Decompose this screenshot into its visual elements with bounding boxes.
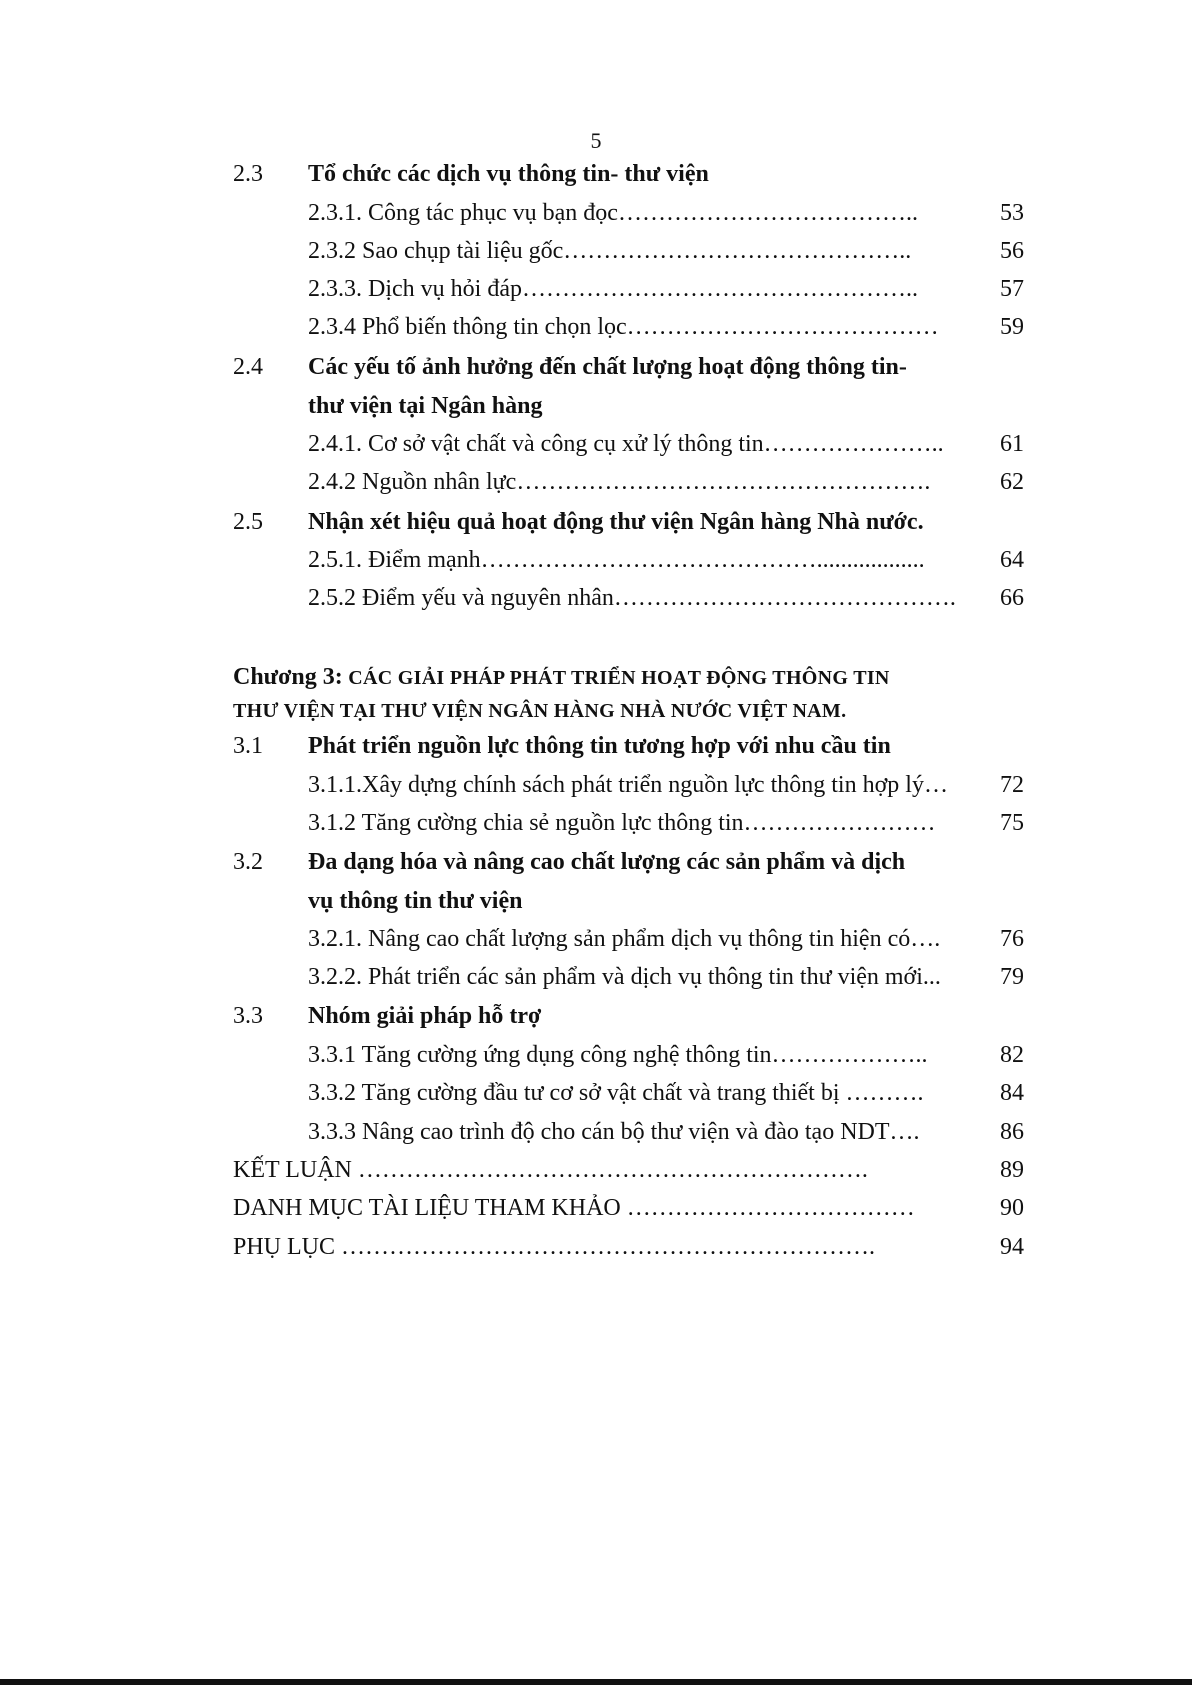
entry-page: 86 [1000, 1119, 1024, 1145]
page-bottom-border [0, 1679, 1192, 1685]
section-title: Nhóm giải pháp hỗ trợ [308, 1003, 542, 1029]
toc-section-continuation [0, 393, 1192, 431]
section-title: Tổ chức các dịch vụ thông tin- thư viện [308, 161, 709, 187]
toc-entry-row [0, 1042, 1192, 1080]
entry-text: 3.1.2 Tăng cường chia sẻ nguồn lực thông tin…………………… [308, 810, 936, 836]
entry-page: 61 [1000, 431, 1024, 457]
toc-entry-row [0, 200, 1192, 238]
toc-section-row [0, 733, 1192, 771]
entry-page: 57 [1000, 276, 1024, 302]
section-title: Phát triển nguồn lực thông tin tương hợp với nhu cầu tin [308, 733, 891, 759]
entry-page: 90 [1000, 1195, 1024, 1221]
entry-page: 84 [1000, 1080, 1024, 1106]
section-number: 3.1 [233, 733, 263, 759]
toc-section-row [0, 509, 1192, 547]
toc-entry-row [0, 1080, 1192, 1118]
toc-section-row [0, 161, 1192, 199]
entry-text: DANH MỤC TÀI LIỆU THAM KHẢO ……………………………… [233, 1195, 915, 1221]
toc-entry-row [0, 238, 1192, 276]
entry-page: 82 [1000, 1042, 1024, 1068]
section-number: 3.2 [233, 849, 263, 875]
toc-entry-row [0, 964, 1192, 1002]
entry-text: 3.2.2. Phát triển các sản phẩm và dịch vụ thông tin thư viện mới... [308, 964, 941, 990]
chapter-heading [233, 664, 890, 691]
chapter-heading [233, 697, 846, 723]
toc-section-row [0, 1003, 1192, 1041]
section-number: 2.4 [233, 354, 263, 380]
toc-entry-row [0, 772, 1192, 810]
toc-toplevel-row [0, 1195, 1192, 1233]
toc-section-row [0, 849, 1192, 887]
toc-entry-row [0, 810, 1192, 848]
entry-text: 3.3.2 Tăng cường đầu tư cơ sở vật chất và trang thiết bị ………. [308, 1080, 924, 1106]
entry-text: 2.5.2 Điểm yếu và nguyên nhân……………………………………. [308, 585, 956, 611]
section-number: 2.5 [233, 509, 263, 535]
toc-entry-row [0, 314, 1192, 352]
entry-text: KẾT LUẬN ………………………………………………………. [233, 1157, 868, 1183]
entry-text: 2.3.2 Sao chụp tài liệu gốc…………………………………….. [308, 238, 912, 264]
entry-page: 64 [1000, 547, 1024, 573]
chapter-title: CÁC GIẢI PHÁP PHÁT TRIỂN HOẠT ĐỘNG THÔNG TIN [348, 667, 890, 689]
entry-page: 66 [1000, 585, 1024, 611]
entry-text: 2.3.1. Công tác phục vụ bạn đọc……………………………….. [308, 200, 918, 226]
entry-text: 2.3.3. Dịch vụ hỏi đáp………………………………………….. [308, 276, 918, 302]
entry-page: 76 [1000, 926, 1024, 952]
entry-text: 3.2.1. Nâng cao chất lượng sản phẩm dịch vụ thông tin hiện có…. [308, 926, 941, 952]
entry-page: 89 [1000, 1157, 1024, 1183]
toc-entry-row [0, 431, 1192, 469]
entry-page: 59 [1000, 314, 1024, 340]
section-number: 2.3 [233, 161, 263, 187]
section-number: 3.3 [233, 1003, 263, 1029]
chapter-title-continued: THƯ VIỆN TẠI THƯ VIỆN NGÂN HÀNG NHÀ NƯỚC VIỆT NAM. [233, 700, 847, 722]
section-title: Đa dạng hóa và nâng cao chất lượng các sản phẩm và dịch [308, 849, 906, 875]
page-number: 5 [590, 128, 602, 153]
toc-entry-row [0, 276, 1192, 314]
section-title: Các yếu tố ảnh hưởng đến chất lượng hoạt động thông tin- [308, 354, 907, 380]
entry-page: 79 [1000, 964, 1024, 990]
entry-text: 2.4.1. Cơ sở vật chất và công cụ xử lý thông tin………………….. [308, 431, 944, 457]
toc-entry-row [0, 469, 1192, 507]
toc-section-continuation [0, 888, 1192, 926]
entry-page: 72 [1000, 772, 1024, 798]
entry-page: 53 [1000, 200, 1024, 226]
toc-entry-row [0, 1119, 1192, 1157]
entry-page: 56 [1000, 238, 1024, 264]
chapter-label: Chương 3: [233, 664, 343, 690]
toc-toplevel-row [0, 1234, 1192, 1272]
entry-text: 2.3.4 Phổ biến thông tin chọn lọc………………………………… [308, 314, 939, 340]
toc-entry-row [0, 926, 1192, 964]
entry-page: 94 [1000, 1234, 1024, 1260]
entry-text: 3.1.1.Xây dựng chính sách phát triển nguồn lực thông tin hợp lý… [308, 772, 948, 798]
toc-entry-row [0, 585, 1192, 623]
toc-chapter-continuation [0, 697, 1192, 735]
entry-text: 3.3.3 Nâng cao trình độ cho cán bộ thư viện và đào tạo NDT…. [308, 1119, 920, 1145]
toc-section-row [0, 354, 1192, 392]
toc-entry-row [0, 547, 1192, 585]
section-title: Nhận xét hiệu quả hoạt động thư viện Ngân hàng Nhà nước. [308, 509, 924, 535]
entry-text: 2.4.2 Nguồn nhân lực……………………………………………. [308, 469, 931, 495]
section-title-continued: thư viện tại Ngân hàng [308, 393, 543, 419]
section-title-continued: vụ thông tin thư viện [308, 888, 523, 914]
entry-text: 2.5.1. Điểm mạnh…………………………………….................. [308, 547, 925, 573]
entry-page: 75 [1000, 810, 1024, 836]
entry-text: 3.3.1 Tăng cường ứng dụng công nghệ thông tin……………….. [308, 1042, 928, 1068]
entry-page: 62 [1000, 469, 1024, 495]
entry-text: PHỤ LỤC …………………………………………………………. [233, 1234, 876, 1260]
toc-toplevel-row [0, 1157, 1192, 1195]
